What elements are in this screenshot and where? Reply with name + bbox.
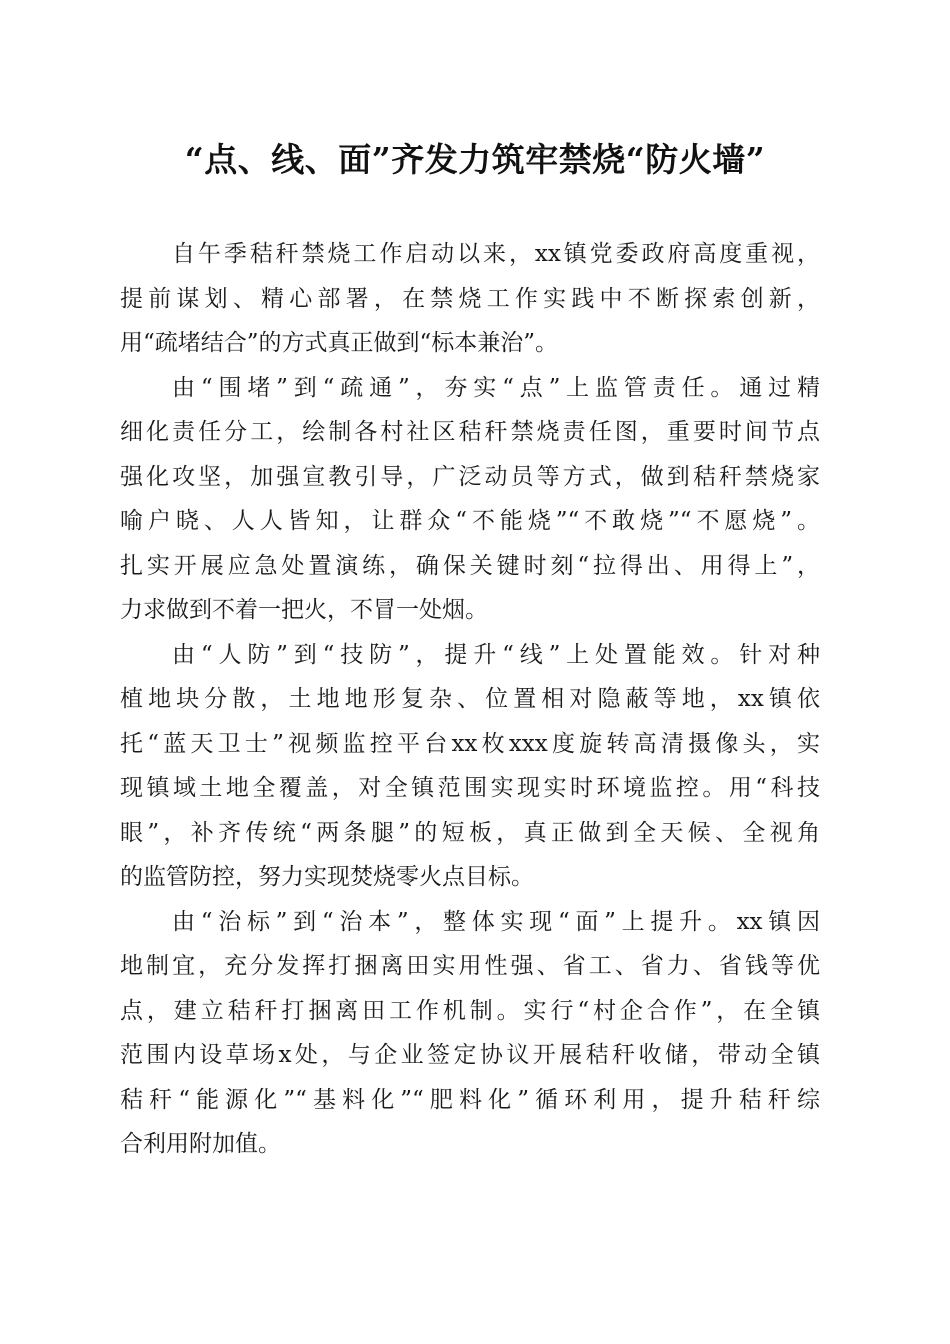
- paragraph-3-line-1: 由“人防”到“技防”，提升“线”上处置能效。针对种: [172, 641, 820, 668]
- paragraph-3-line-5: 眼”，补齐传统“两条腿”的短板，真正做到全天候、全视角: [120, 819, 820, 846]
- paragraph-4-line-3: 点，建立秸秆打捆离田工作机制。实行“村企合作”，在全镇: [120, 997, 820, 1024]
- paragraph-4-line-6: 合利用附加值。: [120, 1131, 281, 1157]
- paragraph-4-line-1: 由“治标”到“治本”，整体实现“面”上提升。xx镇因: [172, 908, 820, 935]
- paragraph-4-line-4: 范围内设草场x处，与企业签定协议开展秸秆收储，带动全镇: [120, 1042, 820, 1068]
- paragraph-1-line-3: 用“疏堵结合”的方式真正做到“标本兼治”。: [120, 330, 559, 356]
- document-body: [120, 232, 820, 1167]
- paragraph-2-line-1: 由“围堵”到“疏通”，夯实“点”上监管责任。通过精: [172, 374, 820, 401]
- paragraph-2-line-4: 喻户晓、人人皆知，让群众“不能烧”“不敢烧”“不愿烧”。: [120, 508, 820, 534]
- paragraph-3-line-4: 现镇域土地全覆盖，对全镇范围实现实时环境监控。用“科技: [120, 775, 820, 801]
- paragraph-3-line-3: 托“蓝天卫士”视频监控平台xx枚xxx度旋转高清摄像头，实: [120, 730, 820, 757]
- paragraph-1-line-1: 自午季秸秆禁烧工作启动以来，xx镇党委政府高度重视，: [172, 241, 820, 267]
- paragraph-1-line-2: 提前谋划、精心部署，在禁烧工作实践中不断探索创新，: [120, 285, 820, 312]
- paragraph-2-line-5: 扎实开展应急处置演练，确保关键时刻“拉得出、用得上”，: [120, 552, 820, 579]
- paragraph-4-line-2: 地制宜，充分发挥打捆离田实用性强、省工、省力、省钱等优: [120, 953, 820, 979]
- paragraph-4-line-5: 秸秆“能源化”“基料化”“肥料化”循环利用，提升秸秆综: [120, 1086, 820, 1113]
- paragraph-3-line-6: 的监管防控，努力实现焚烧零火点目标。: [120, 864, 534, 890]
- paragraph-2-line-3: 强化攻坚，加强宣教引导，广泛动员等方式，做到秸秆禁烧家: [120, 463, 820, 490]
- paragraph-2-line-6: 力求做到不着一把火，不冒一处烟。: [120, 597, 488, 623]
- paragraph-2-line-2: 细化责任分工，绘制各村社区秸秆禁烧责任图，重要时间节点: [120, 419, 820, 445]
- paragraph-3-line-2: 植地块分散，土地地形复杂、位置相对隐蔽等地，xx镇依: [120, 686, 820, 712]
- document-title: “点、线、面”齐发力筑牢禁烧“防火墙”: [184, 140, 766, 179]
